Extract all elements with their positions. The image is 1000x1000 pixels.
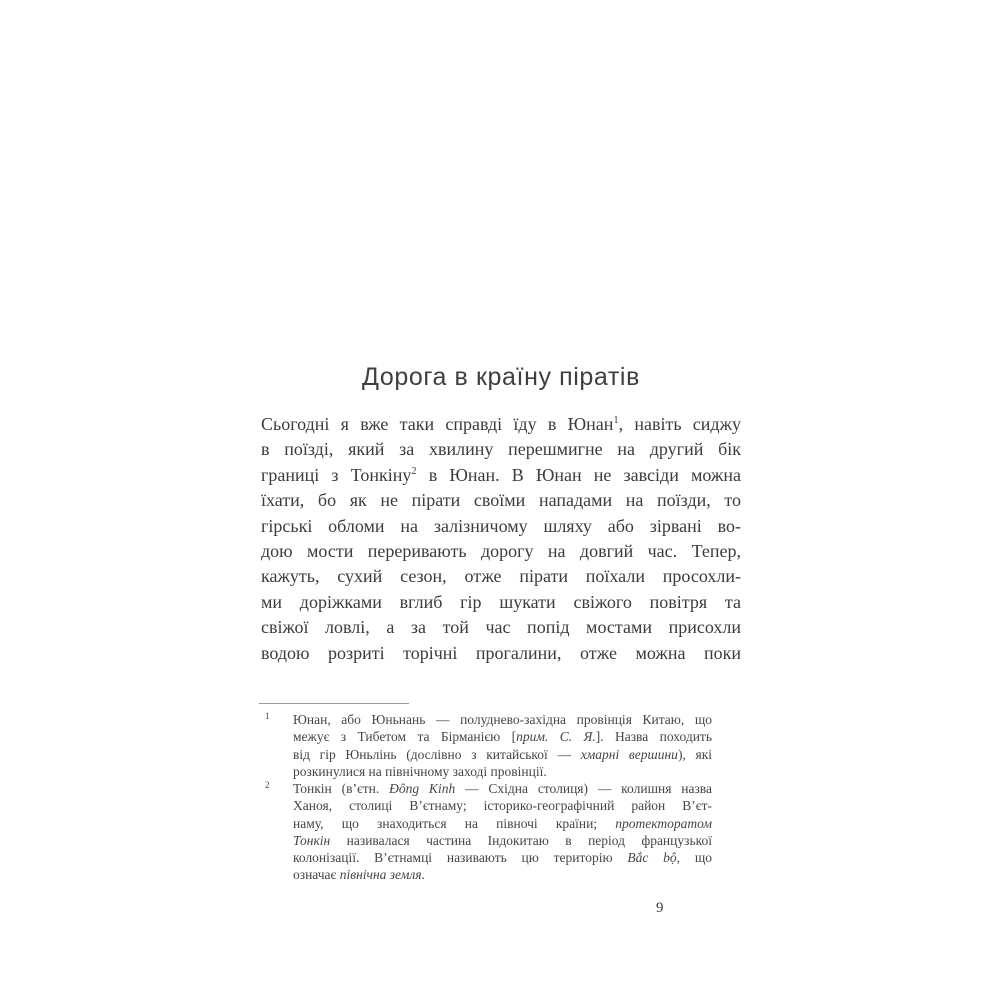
text-line: їхати, бо як не пірати своїми нападами на поїзди, то bbox=[261, 490, 741, 511]
footnote-line: Тонкін називалася частина Індокитаю в період французької bbox=[293, 832, 712, 848]
footnote-line: Юнан, або Юньнань — полуднево-західна провінція Китаю, що bbox=[293, 712, 712, 727]
footnote-text bbox=[293, 711, 712, 780]
chapter-title: Дорога в країну піратів bbox=[362, 363, 640, 391]
footnote-reference: 1 bbox=[613, 415, 619, 426]
footnote-text bbox=[293, 780, 712, 884]
page-number: 9 bbox=[656, 900, 664, 916]
footnote-line: Тонкін (в’єтн. Đông Kinh — Східна столиця) — колишня назва bbox=[293, 781, 712, 796]
footnote-line: наму, що знаходиться на півночі країни; протекторатом bbox=[293, 815, 712, 831]
footnote-line: колонізації. В’єтнамці називають цю територію Bắc bộ, що bbox=[293, 850, 712, 866]
footnote bbox=[261, 780, 713, 884]
footnote-line: Ханоя, столиці В’єтнаму; історико-географічний район В’єт- bbox=[293, 798, 712, 814]
text-line: границі з Тонкіну$^2$ в Юнан. В Юнан не завсіди можна bbox=[261, 464, 741, 485]
text-line: ми доріжками вглиб гір шукати свіжого повітря та bbox=[261, 591, 741, 612]
text-line: свіжої ловлі, а за той час попід мостами присохли bbox=[261, 617, 741, 638]
text-line: в поїзді, який за хвилину перешмигне на другий бік bbox=[261, 439, 741, 460]
footnote-line: розкинулися на північному заході провінції. bbox=[293, 763, 547, 779]
footnote-line: межує з Тибетом та Бірманією [прим. С. Я.]. Назва походить bbox=[293, 729, 712, 745]
footnote-marker: 2 bbox=[265, 780, 270, 790]
footnote-divider bbox=[259, 703, 409, 704]
footnote-line: означає північна земля. bbox=[293, 867, 425, 883]
text-line: дою мости переривають дорогу на довгий час. Тепер, bbox=[261, 541, 741, 562]
footnote-line: від гір Юньлінь (дослівно з китайської — хмарні вершини), які bbox=[293, 746, 713, 762]
footnote-marker: 1 bbox=[265, 711, 270, 721]
body-paragraph bbox=[261, 412, 741, 666]
footnote-reference: 2 bbox=[411, 465, 417, 477]
footnote bbox=[261, 711, 713, 780]
text-line: гірські обломи на залізничому шляху або зірвані во- bbox=[261, 515, 741, 536]
text-line: водою розриті торічні прогалини, отже можна поки bbox=[261, 642, 741, 663]
text-line: Сьогодні я вже таки справді їду в Юнан$^1$, навіть сиджу bbox=[261, 414, 742, 434]
text-line: кажуть, сухий сезон, отже пірати поїхали просохли- bbox=[261, 566, 741, 587]
